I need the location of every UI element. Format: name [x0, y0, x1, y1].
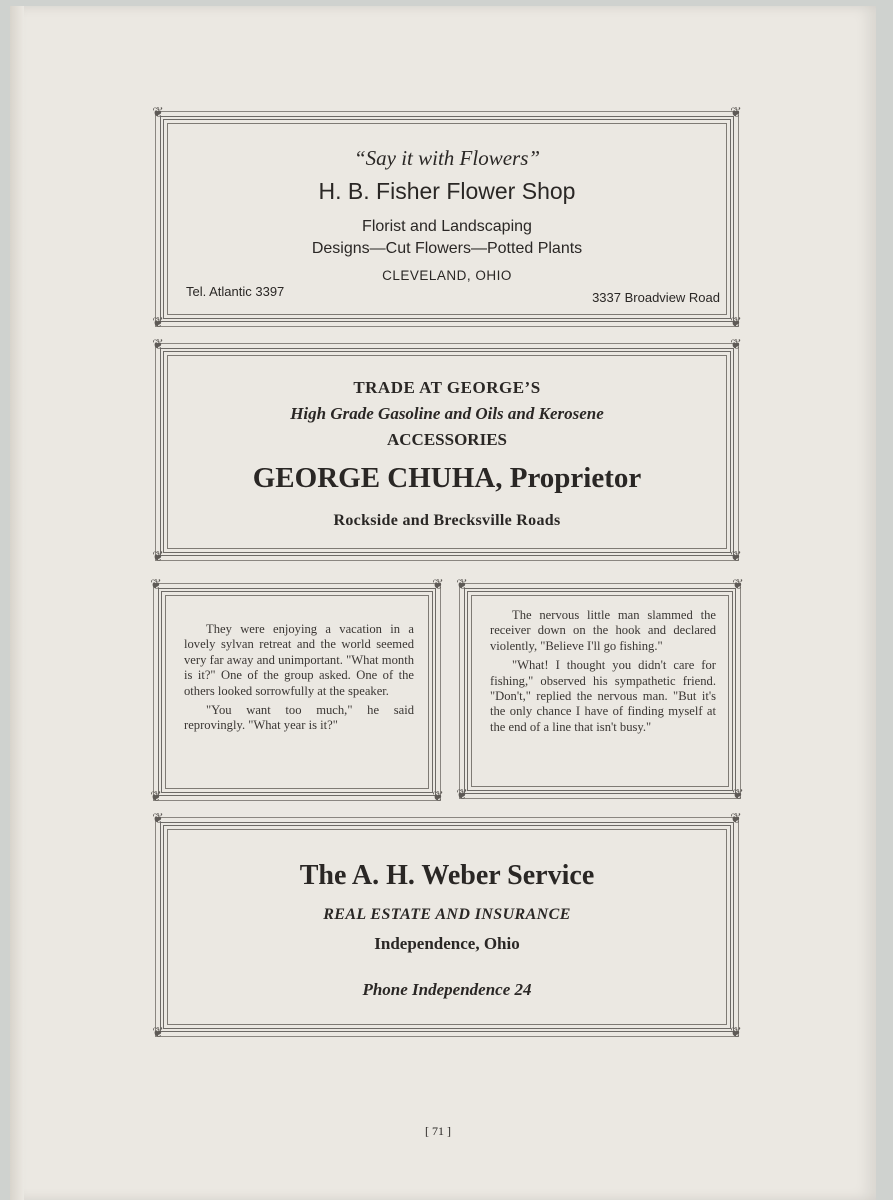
george-accessories: ACCESSORIES [387, 430, 507, 449]
ornament-icon: ❦ [152, 106, 164, 121]
ornament-icon: ❦ [152, 1026, 164, 1041]
weber-services: REAL ESTATE AND INSURANCE [323, 906, 571, 923]
page [10, 6, 876, 1200]
ornament-icon: ❦ [730, 316, 742, 331]
flower-shop-ad [152, 106, 742, 331]
george-proprietor: GEORGE CHUHA, Proprietor [252, 462, 642, 494]
ornament-icon: ❦ [730, 106, 742, 121]
weber-name: The A. H. Weber Service [299, 860, 595, 891]
ornament-icon: ❦ [456, 788, 468, 803]
george-headline: TRADE AT GEORGE’S [353, 378, 541, 397]
flower-shop-name: H. B. Fisher Flower Shop [318, 178, 576, 204]
weber-location: Independence, Ohio [374, 934, 520, 953]
book-spine [10, 6, 24, 1200]
joke-left-box [150, 578, 444, 805]
ornament-icon: ❦ [730, 338, 742, 353]
ornament-icon: ❦ [730, 550, 742, 565]
joke-right-box [456, 578, 744, 803]
ornament-icon: ❦ [730, 812, 742, 827]
ornament-icon: ❦ [152, 338, 164, 353]
ornament-icon: ❦ [730, 1026, 742, 1041]
flower-phone: Tel. Atlantic 3397 [186, 284, 285, 299]
page-number: [ 71 ] [425, 1124, 451, 1138]
joke-right-paragraph-2: "What! I thought you didn't care for fishing," observed his sympathetic friend. "Don't," replied the nervous man. "But it's the only chance I have of finding myself at the end of a line that isn't busy." [490, 658, 716, 734]
george-ad [152, 338, 742, 565]
ornament-icon: ❦ [152, 550, 164, 565]
flower-line-1: Florist and Landscaping [362, 218, 532, 235]
weber-ad [152, 812, 742, 1041]
flower-slogan: “Say it with Flowers” [353, 146, 541, 170]
joke-left-paragraph-1: They were enjoying a vacation in a lovely sylvan retreat and the world seemed very far away and unimportant. "What month is it?" One of the group asked. One of the others looked sorrowfully at the speaker. [184, 622, 414, 698]
ornament-icon: ❦ [456, 578, 468, 593]
flower-line-2: Designs—Cut Flowers—Potted Plants [311, 240, 583, 257]
flower-city: CLEVELAND, OHIO [382, 268, 512, 283]
ornament-icon: ❦ [150, 790, 162, 805]
george-location: Rockside and Brecksville Roads [333, 512, 561, 529]
weber-phone: Phone Independence 24 [362, 980, 532, 999]
ornament-icon: ❦ [152, 316, 164, 331]
flower-address: 3337 Broadview Road [592, 290, 720, 305]
joke-left-text [184, 622, 414, 738]
ornament-icon: ❦ [152, 812, 164, 827]
ornament-icon: ❦ [432, 578, 444, 593]
joke-right-text [490, 608, 716, 739]
ornament-icon: ❦ [732, 788, 744, 803]
george-products: High Grade Gasoline and Oils and Kerosene [290, 404, 604, 423]
ornament-icon: ❦ [150, 578, 162, 593]
ornament-icon: ❦ [732, 578, 744, 593]
ornament-icon: ❦ [432, 790, 444, 805]
joke-left-paragraph-2: "You want too much," he said reprovingly. "What year is it?" [184, 703, 414, 733]
joke-right-paragraph-1: The nervous little man slammed the receiver down on the hook and declared violently, "Believe I'll go fishing." [490, 608, 716, 653]
